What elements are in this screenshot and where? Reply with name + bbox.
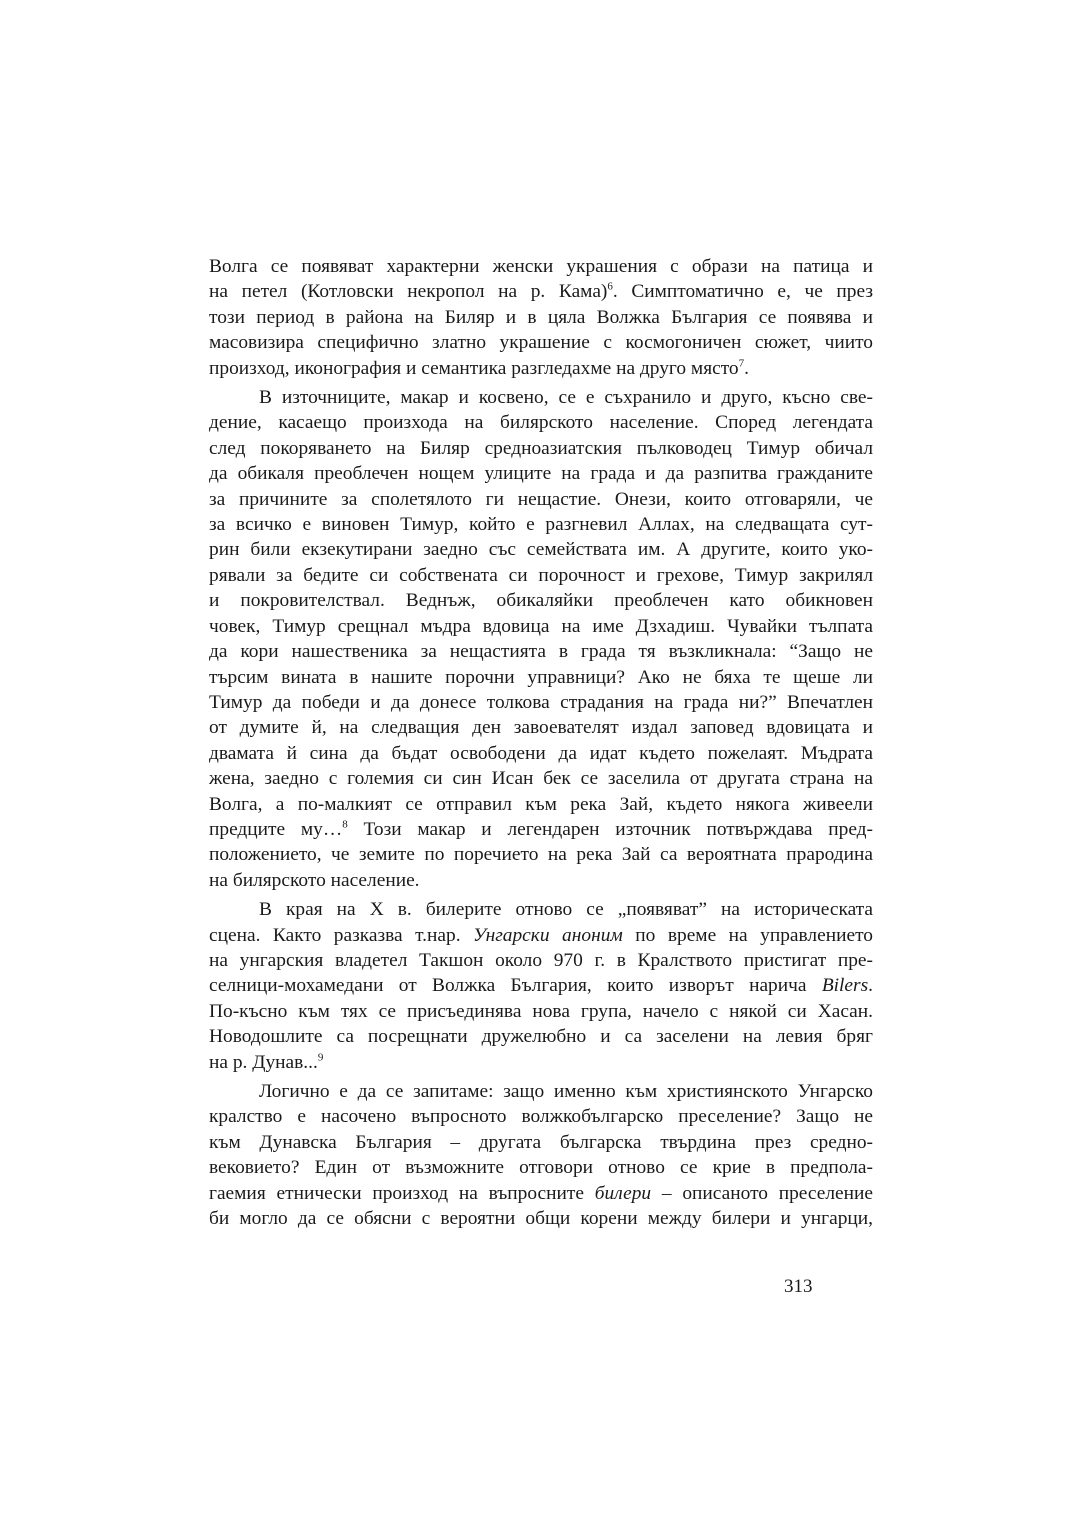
text-line: сцена. Както разказва т.нар. Унгарски аноним по време на управлението: [209, 924, 873, 946]
text-line: рин били екзекутирани заедно със семействата им. А другите, които уко-: [209, 539, 873, 561]
text-line: селници-мохамедани от Волжка България, които изворът нарича Bilers.: [209, 975, 873, 997]
text-line: да обикаля преоблечен нощем улиците на града и да разпитва гражданите: [209, 463, 873, 485]
text-line: жена, заедно с големия си син Исан бек се заселила от другата страна на: [209, 768, 873, 790]
text-line: да кори нашественика за нещастията в града тя възкликнала: “Защо не: [209, 641, 873, 663]
text-line: Логично е да се запитаме: защо именно към християнското Унгарско: [259, 1081, 873, 1102]
text-line: за причините за сполетялото ги нещастие. Онези, които отговаряли, че: [209, 488, 873, 510]
text-line: търсим вината в нашите порочни управници? Ако не бяха те щеше ли: [209, 666, 873, 688]
text-line: масовизира специфично златно украшение с космогоничен сюжет, чиито: [209, 332, 873, 354]
body-text: [209, 254, 873, 1231]
text-line: човек, Тимур срещнал мъдра вдовица на име Дзхадиш. Чувайки тълпата: [209, 615, 873, 637]
text-line: гаемия етнически произход на въпросните билери – описаното преселение: [209, 1182, 873, 1204]
text-line: на билярското население.: [209, 869, 420, 891]
text-line: кралство е насочено въпросното волжкобългарско преселение? Защо не: [209, 1106, 873, 1128]
text-line: би могло да се обясни с вероятни общи корени между билери и унгарци,: [209, 1208, 873, 1230]
text-line: В източниците, макар и косвено, се е съхранило и друго, късно све-: [259, 387, 873, 409]
text-line: към Дунавска България – другата българска твърдина през средно-: [209, 1131, 873, 1153]
text-line: на петел (Котловски некропол на р. Кама)$^6$. Симптоматично е, че през: [209, 280, 873, 303]
italic-title: Унгарски аноним: [473, 924, 623, 946]
text-line: от думите й, на следващия ден завоевателят издал заповед вдовицата и: [209, 717, 873, 739]
text-line: положението, че земите по поречието на река Зай са вероятната прародина: [209, 844, 873, 866]
text-line: Волга се появяват характерни женски украшения с образи на патица и: [209, 256, 873, 277]
text-line: и покровителствал. Веднъж, обикаляйки преоблечен като обикновен: [209, 590, 873, 612]
footnote-ref: 6: [607, 280, 613, 293]
text-line: на унгарския владетел Такшон около 970 г. в Кралството пристигат пре-: [209, 949, 873, 971]
italic-term: билери: [594, 1182, 652, 1204]
footnote-ref: 8: [342, 818, 348, 831]
footnote-ref: 7: [738, 357, 745, 370]
text-line: По-късно към тях се присъединява нова група, начело с някой си Хасан.: [209, 1000, 873, 1022]
text-line: рявали за бедите си собствената си порочност и грехове, Тимур закрилял: [209, 564, 873, 586]
text-line: двамата й сина да бъдат освободени да идат където пожелаят. Мъдрата: [209, 742, 873, 764]
text-line: вековието? Един от възможните отговори отново се крие в предпола-: [209, 1157, 873, 1179]
text-line: Тимур да победи и да донесе толкова страдания на града ни?” Впечатлен: [209, 691, 873, 713]
text-line: след покоряването на Биляр средноазиатския пълководец Тимур обичал: [209, 437, 873, 459]
text-line: Новодошлите са посрещнати дружелюбно и са заселени на левия бряг: [209, 1026, 873, 1048]
text-line: предците му…$^8$ Този макар и легендарен източник потвърждава пред-: [209, 818, 874, 840]
text-line: за всичко е виновен Тимур, който е разгневил Аллах, на следващата сут-: [209, 514, 873, 536]
footnote-ref: 9: [317, 1051, 324, 1064]
text-line: този период в района на Биляр и в цяла Волжка България се появява и: [209, 306, 873, 328]
page-number: 313: [784, 1276, 813, 1297]
text-line: произход, иконография и семантика разгледахме на друго място$^7$.: [209, 357, 749, 379]
text-line: Волга, а по-малкият се отправил към река Зай, където някога живеели: [209, 793, 873, 815]
text-line: В края на Х в. билерите отново се „появяват” на историческата: [259, 899, 873, 921]
text-line: дение, касаещо произхода на билярското население. Според легендата: [209, 412, 873, 434]
italic-term: Bilers: [821, 975, 869, 997]
text-line: на р. Дунав...$^9$: [209, 1051, 324, 1073]
